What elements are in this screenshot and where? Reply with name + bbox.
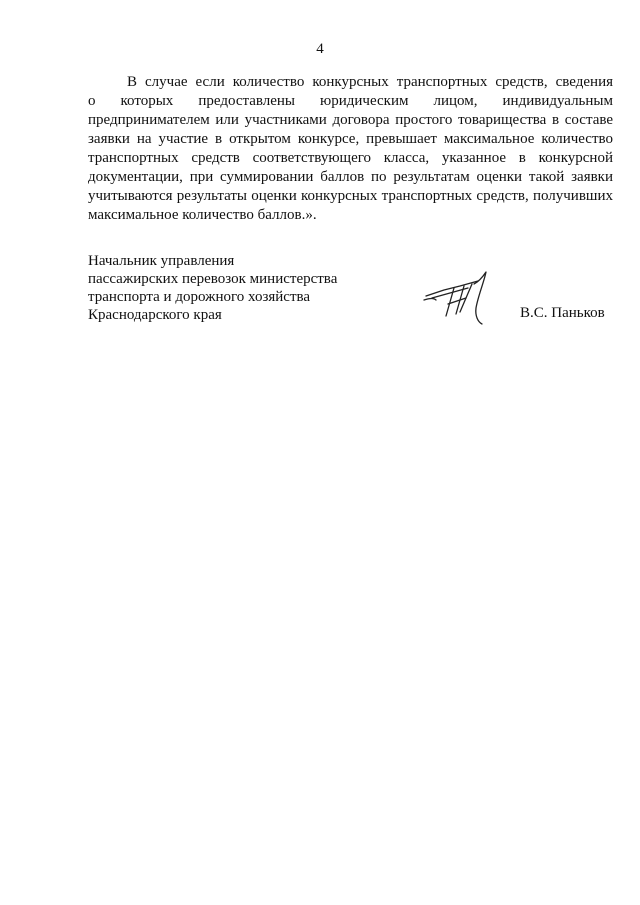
page-number: 4 (316, 41, 324, 57)
body-line: предпринимателем или участниками договора простого товарищества в составе (88, 112, 613, 128)
signatory-position (88, 252, 337, 324)
signatory-position-line: Начальник управления (88, 253, 235, 269)
body-line: максимальное количество баллов.». (88, 207, 317, 223)
signatory-name: В.С. Паньков (520, 305, 605, 321)
body-line: о которых предоставлены юридическим лицом, индивидуальным (88, 93, 613, 109)
body-line: заявки на участие в открытом конкурсе, превышает максимальное количество (88, 131, 613, 147)
signatory-position-line: Краснодарского края (88, 307, 222, 323)
body-line: В случае если количество конкурсных транспортных средств, сведения (127, 74, 613, 90)
body-paragraph (88, 73, 613, 225)
signatory-position-line: пассажирских перевозок министерства (88, 271, 338, 287)
signatory-position-line: транспорта и дорожного хозяйства (88, 289, 311, 305)
body-line: документации, при суммировании баллов по результатам оценки такой заявки (88, 169, 613, 185)
handwritten-signature (420, 268, 520, 326)
body-line: учитываются результаты оценки конкурсных транспортных средств, получивших (88, 188, 613, 204)
body-line: транспортных средств соответствующего класса, указанное в конкурсной (88, 150, 613, 166)
